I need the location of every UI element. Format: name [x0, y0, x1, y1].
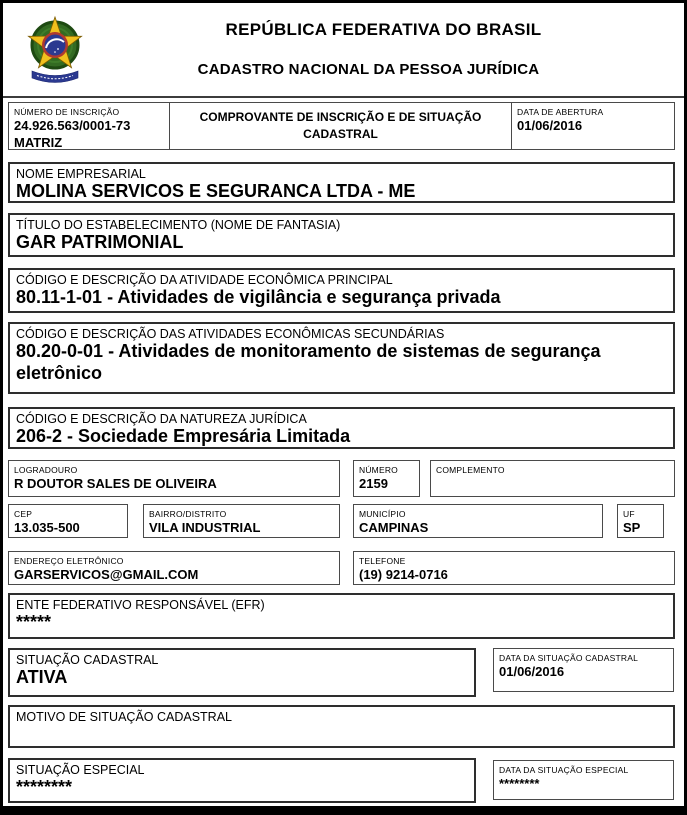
field-value: 80.11-1-01 - Atividades de vigilância e segurança privada — [16, 287, 501, 308]
field-label: LOGRADOURO — [14, 465, 78, 475]
field-value: ******** — [499, 776, 540, 792]
field-value — [431, 475, 674, 476]
field-value: 206-2 - Sociedade Empresária Limitada — [16, 426, 351, 447]
opening-date-box — [512, 103, 674, 149]
inscription-number-label: NÚMERO DE INSCRIÇÃO — [14, 107, 120, 117]
field-uf — [617, 504, 664, 538]
field-label: UF — [623, 509, 635, 519]
field-label: COMPLEMENTO — [436, 465, 505, 475]
field-value: GARSERVICOS@GMAIL.COM — [14, 567, 199, 583]
opening-date-label: DATA DE ABERTURA — [517, 107, 604, 117]
field-label: BAIRRO/DISTRITO — [149, 509, 227, 519]
inscription-unit-type: MATRIZ — [14, 135, 63, 151]
field-value: GAR PATRIMONIAL — [16, 232, 184, 253]
field-atividade-principal — [8, 268, 675, 313]
document-title: COMPROVANTE DE INSCRIÇÃO E DE SITUAÇÃO CADASTRAL — [170, 103, 512, 149]
field-value: ******** — [16, 777, 73, 798]
field-label: ENTE FEDERATIVO RESPONSÁVEL (EFR) — [16, 598, 265, 612]
field-value: SP — [623, 520, 641, 536]
field-natureza-juridica — [8, 407, 675, 449]
field-value: MOLINA SERVICOS E SEGURANCA LTDA - ME — [16, 181, 416, 202]
field-value: ***** — [16, 612, 52, 633]
field-label: SITUAÇÃO CADASTRAL — [16, 653, 159, 667]
field-value: 2159 — [359, 476, 388, 492]
inscription-number-value: 24.926.563/0001-73 — [14, 118, 131, 134]
field-endereco-eletronico — [8, 551, 340, 585]
field-label: CÓDIGO E DESCRIÇÃO DA NATUREZA JURÍDICA — [16, 412, 307, 426]
field-value: VILA INDUSTRIAL — [149, 520, 261, 536]
inscription-number-box — [9, 103, 170, 149]
field-logradouro — [8, 460, 340, 497]
field-situacao-especial — [8, 758, 476, 803]
field-cep — [8, 504, 128, 538]
field-value: 80.20-0-01 - Atividades de monitoramento de sistemas de segurança eletrônico — [16, 341, 601, 383]
opening-date-value: 01/06/2016 — [517, 118, 583, 134]
field-data-situacao-cadastral — [493, 648, 674, 692]
field-label: CÓDIGO E DESCRIÇÃO DAS ATIVIDADES ECONÔMICAS SECUNDÁRIAS — [16, 327, 445, 341]
field-value: R DOUTOR SALES DE OLIVEIRA — [14, 476, 217, 492]
field-nome-empresarial — [8, 162, 675, 203]
field-atividades-secundarias — [8, 322, 675, 394]
field-value: CAMPINAS — [359, 520, 429, 536]
field-efr — [8, 593, 675, 639]
field-label: MOTIVO DE SITUAÇÃO CADASTRAL — [16, 710, 233, 724]
field-label: TELEFONE — [359, 556, 406, 566]
field-telefone — [353, 551, 675, 585]
field-data-situacao-especial — [493, 760, 674, 800]
field-value: 01/06/2016 — [499, 664, 565, 680]
field-value — [10, 724, 673, 726]
field-value: ATIVA — [16, 667, 68, 688]
field-situacao-cadastral — [8, 648, 476, 697]
field-value: (19) 9214-0716 — [359, 567, 448, 583]
field-label: DATA DA SITUAÇÃO ESPECIAL — [499, 765, 629, 775]
field-label: CEP — [14, 509, 33, 519]
field-label: NÚMERO — [359, 465, 398, 475]
field-complemento — [430, 460, 675, 497]
field-numero — [353, 460, 420, 497]
registry-title: CADASTRO NACIONAL DA PESSOA JURÍDICA — [197, 61, 540, 78]
field-label: SITUAÇÃO ESPECIAL — [16, 763, 145, 777]
field-label: DATA DA SITUAÇÃO CADASTRAL — [499, 653, 639, 663]
field-label: ENDEREÇO ELETRÔNICO — [14, 556, 124, 566]
field-label: TÍTULO DO ESTABELECIMENTO (NOME DE FANTASIA) — [16, 218, 341, 232]
field-nome-fantasia — [8, 213, 675, 257]
field-bairro — [143, 504, 340, 538]
republic-title: REPÚBLICA FEDERATIVA DO BRASIL — [225, 20, 542, 39]
header-divider — [3, 96, 684, 98]
field-label: CÓDIGO E DESCRIÇÃO DA ATIVIDADE ECONÔMICA PRINCIPAL — [16, 273, 393, 287]
field-value: 13.035-500 — [14, 520, 80, 536]
field-municipio — [353, 504, 603, 538]
field-label: MUNICÍPIO — [359, 509, 406, 519]
inscription-row — [8, 102, 675, 150]
field-motivo-situacao — [8, 705, 675, 748]
field-label: NOME EMPRESARIAL — [16, 167, 146, 181]
